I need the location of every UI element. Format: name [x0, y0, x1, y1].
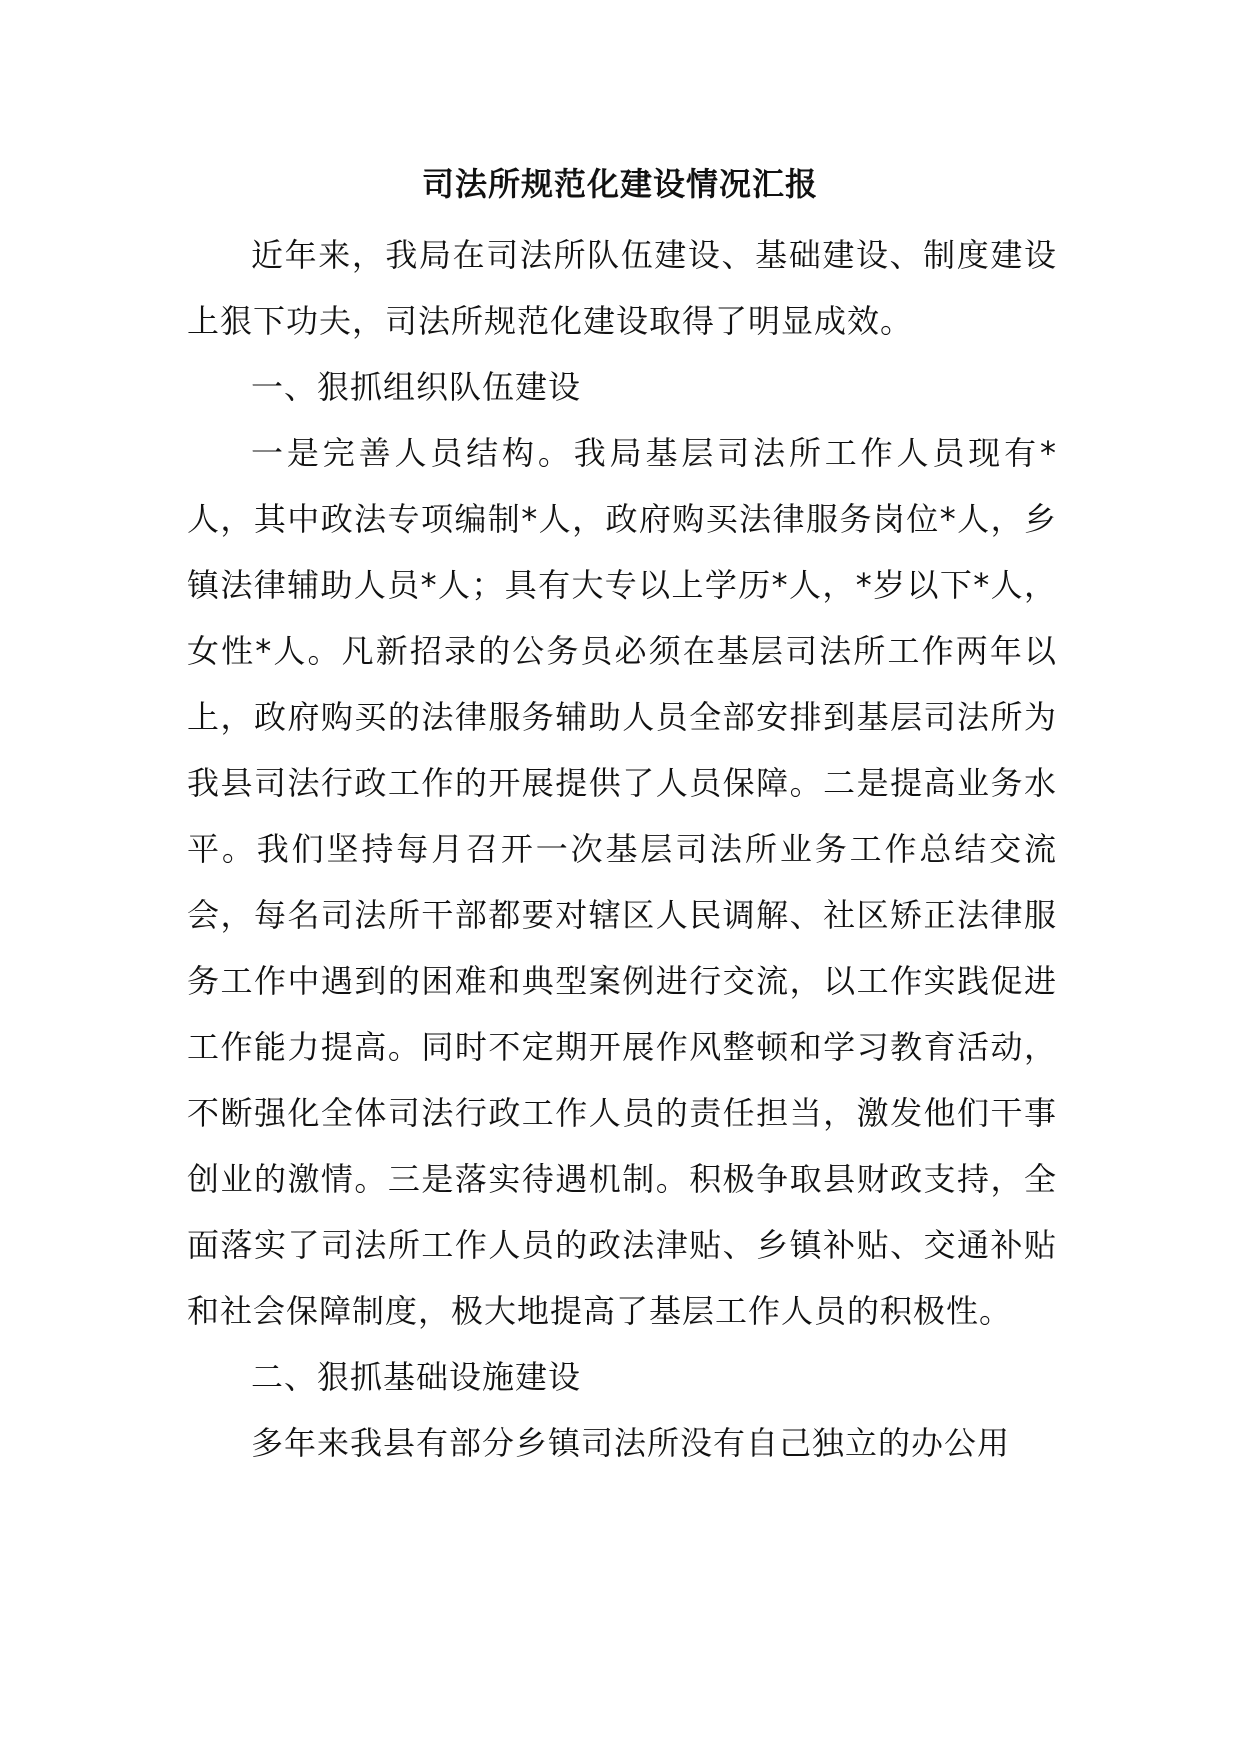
section-2-paragraph: 多年来我县有部分乡镇司法所没有自己独立的办公用 [251, 1424, 1011, 1462]
section-heading-2: 二、狠抓基础设施建设 [251, 1358, 582, 1396]
section-heading-1: 一、狠抓组织队伍建设 [251, 368, 582, 406]
document-title: 司法所规范化建设情况汇报 [421, 165, 818, 203]
section-1-paragraph: 一是完善人员结构。我局基层司法所工作人员现有*人，其中政法专项编制*人，政府购买法律服务岗位*人，乡镇法律辅助人员*人；具有大专以上学历*人，*岁以下*人，女性*人。凡新招录的公务员必须在基层司法所工作两年以上，政府购买的法律服务辅助人员全部安排到基层司法所为我县司法行政工作的开展提供了人员保障。二是提高业务水平。我们坚持每月召开一次基层司法所业务工作总结交流会，每名司法所干部都要对辖区人民调解、社区矫正法律服务工作中遇到的困难和典型案例进行交流，以工作实践促进工作能力提高。同时不定期开展作风整顿和学习教育活动，不断强化全体司法行政工作人员的责任担当，激发他们干事创业的激情。三是落实待遇机制。积极争取县财政支持，全面落实了司法所工作人员的政法津贴、乡镇补贴、交通补贴和社会保障制度，极大地提高了基层工作人员的积极性。 [187, 434, 1057, 1330]
intro-paragraph: 近年来，我局在司法所队伍建设、基础建设、制度建设上狠下功夫，司法所规范化建设取得了明显成效。 [187, 236, 1057, 340]
document-body [187, 222, 1057, 1476]
